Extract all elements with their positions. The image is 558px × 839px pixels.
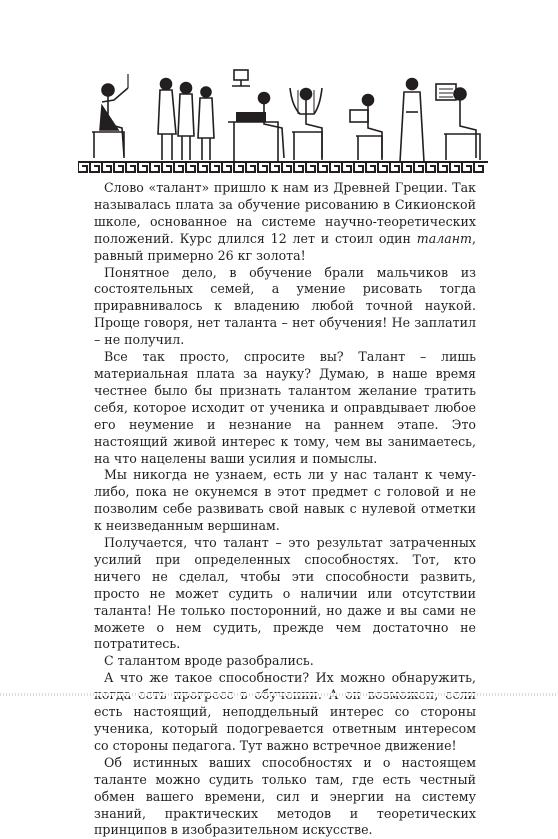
article-text [94,180,476,839]
standing-boys-figures-icon [158,79,214,161]
paragraph-1-end: , равный примерно 26 кг золота! [94,230,476,263]
hanging-object-icon [232,70,250,86]
paragraph-5: Получается, что талант – это результат затраченных усилий при определенных способностях. Тот, кто ничего не сделал, чтобы эти способности развить, просто не может судить о наличии или отсутствии таланта! Не только посторонний, но даже и вы сами не можете о нем судить, прежде чем достаточно не потратитесь. [94,535,476,652]
paragraph-2: Понятное дело, в обучение брали мальчиков из состоятельных семей, а умение рисовать тогда приравнивалось к владению любой точной наукой. Проще говоря, нет таланта – нет обучения! Не заплатил – не получил. [94,264,476,348]
lyre-player-figure-icon [290,88,322,160]
meander-border [78,162,488,172]
frieze-figures [92,70,480,162]
paragraph-6: С талантом вроде разобрались. [104,653,314,669]
paragraph-1-emphasis: талант [416,230,472,246]
greek-school-frieze-illustration [78,62,488,174]
paragraph-4: Мы никогда не узнаем, есть ли у нас талант к чему-либо, пока не окунемся в этот предмет с головой и не позволим себе развивать свой навык с нулевой отметки к неизведанным вершинам. [94,467,476,534]
paragraph-3: Все так просто, спросите вы? Талант – лишь материальная плата за науку? Думаю, в наше время честнее было бы признать талантом желание тратить себя, которое исходит от ученика и оправдывает любое его неумение и незнание на раннем этапе. Это настоящий живой интерес к тому, чем вы занимаетесь, на что нацелены ваши усилия и помыслы. [94,349,476,466]
seated-pupil-figure-icon [350,95,382,161]
paragraph-8: Об истинных ваших способностях и о настоящем таланте можно судить только там, где есть честный обмен вашего времени, сил и энергии на систему знаний, практических методов и теоретических принципов в изобразительном искусстве. [94,754,476,838]
paragraph-1 [94,180,476,265]
paragraph-7: А что же такое способности? Их можно обнаружить, есть настоящий, неподдельный интерес со стороны ученика, который подогревается ответным интересом со стороны педагога. Тут важно встречное движение! [94,670,476,753]
paragraph-1-start: Слово «талант» пришло к нам из Древней Греции. Так называлась плата за обучение рисованию в Сикионской школе, основанное на системе научно-теоретических положений. Курс длился 12 лет и стоил один [94,180,476,246]
pupil-at-table-figure-icon [228,93,284,163]
seated-teacher-with-tablet-figure-icon [436,84,480,160]
seated-teacher-figure-icon [92,74,128,158]
standing-man-figure-icon [400,79,424,163]
page-bottom-edge [0,693,558,696]
